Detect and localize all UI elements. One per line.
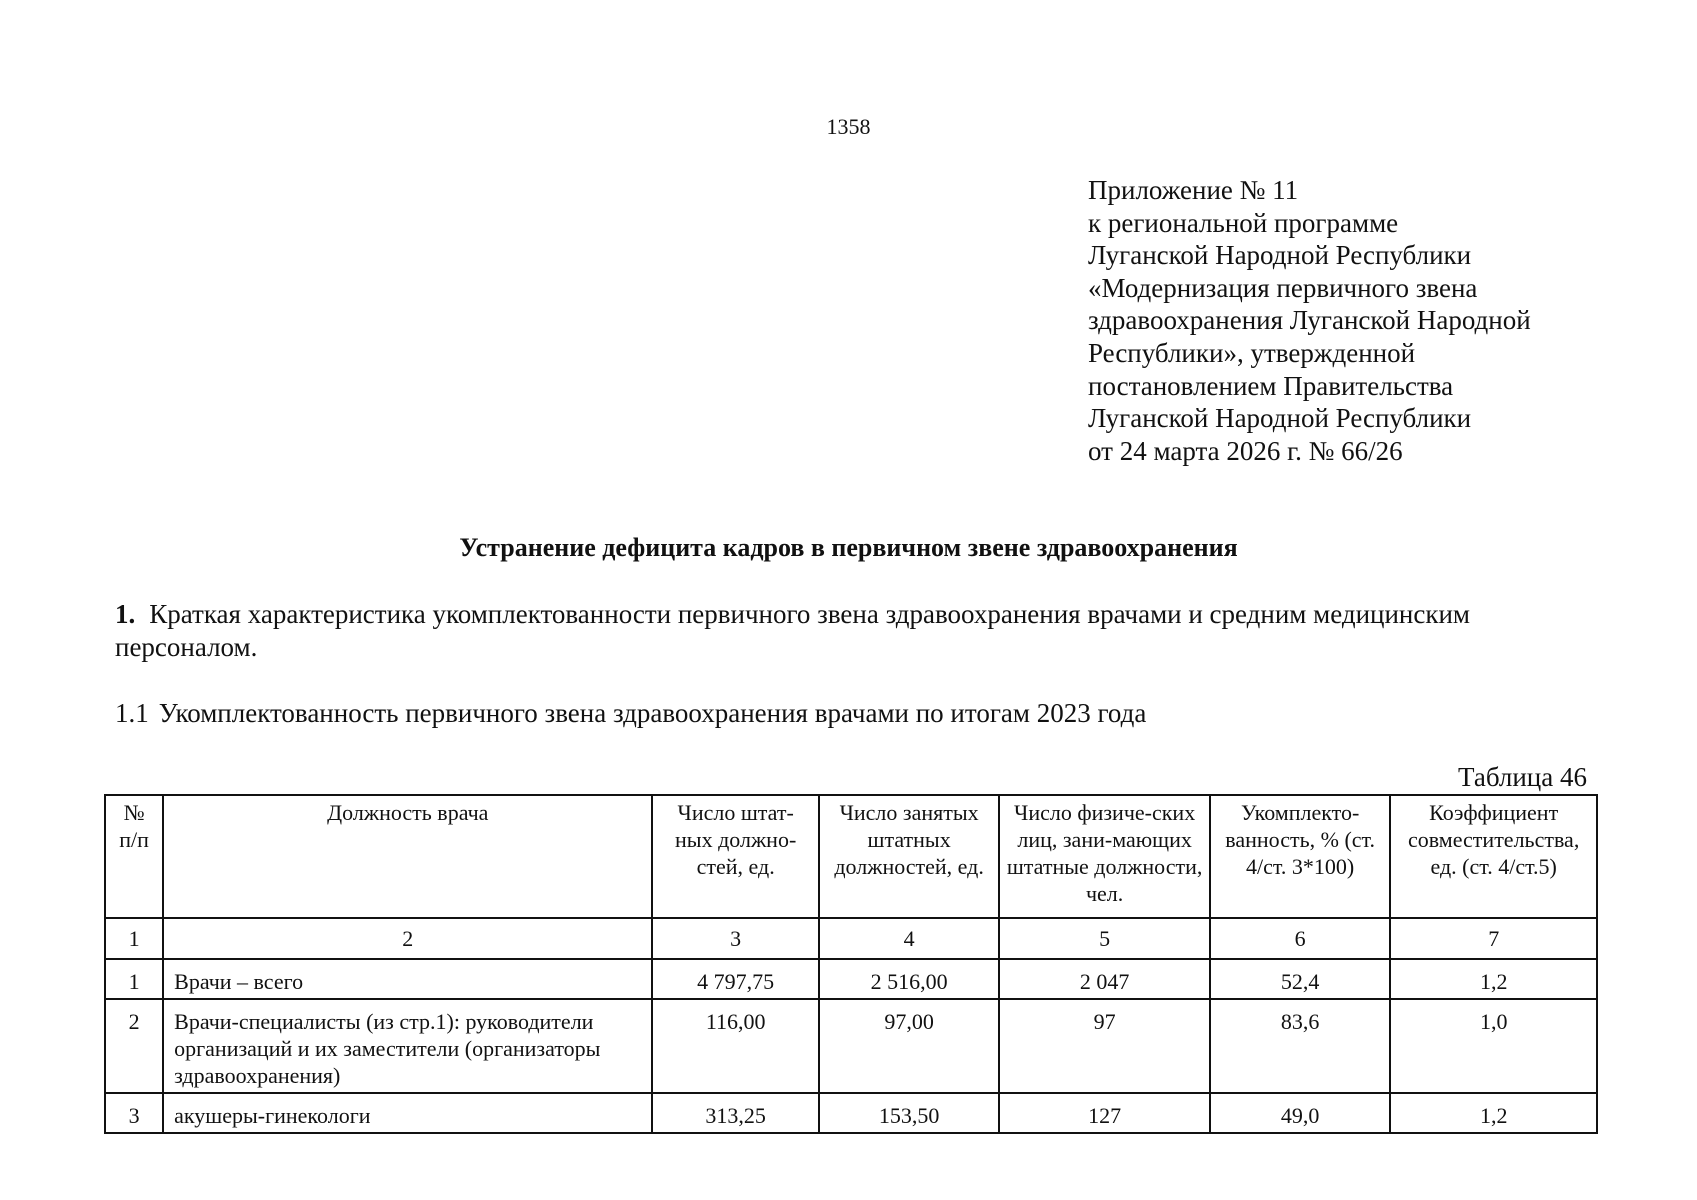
section-1-number: 1. [115,599,136,629]
value-cell: 2 047 [999,959,1210,999]
column-number-cell: 3 [652,918,818,959]
row-number-cell: 2 [105,999,163,1093]
value-cell: 49,0 [1210,1093,1390,1133]
position-cell: акушеры-гинекологи [163,1093,652,1133]
header-cell-combination-coefficient: Коэффициент совместительства, ед. (ст. 4/ст.5) [1390,795,1597,918]
header-cell-staff-positions: Число штат-ных должно-стей, ед. [652,795,818,918]
appendix-line: к региональной программе [1088,207,1399,238]
value-cell: 1,2 [1390,1093,1597,1133]
value-cell: 313,25 [652,1093,818,1133]
section-1-text: Краткая характеристика укомплектованности первичного звена здравоохранения врачами и средним медицинским персоналом. [115,599,1471,662]
position-cell: Врачи – всего [163,959,652,999]
section-1-1-heading [115,697,1146,730]
value-cell: 97,00 [819,999,999,1093]
header-cell-occupied-positions: Число занятых штатных должностей, ед. [819,795,999,918]
value-cell: 153,50 [819,1093,999,1133]
header-cell-individuals: Число физиче-ских лиц, зани-мающих штатные должности, чел. [999,795,1210,918]
appendix-line: Луганской Народной Республики [1088,403,1472,434]
header-cell-number: № п/п [105,795,163,918]
value-cell: 97 [999,999,1210,1093]
value-cell: 4 797,75 [652,959,818,999]
appendix-line: от 24 марта 2026 г. № 66/26 [1088,435,1403,466]
table-row [105,999,1597,1093]
appendix-line: Республики», утвержденной [1088,337,1416,368]
document-title: Устранение дефицита кадров в первичном звене здравоохранения [459,533,1238,562]
column-number-cell: 4 [819,918,999,959]
column-number-cell: 1 [105,918,163,959]
row-number-cell: 1 [105,959,163,999]
appendix-block [1088,174,1531,467]
appendix-line: «Модернизация первичного звена [1088,272,1478,303]
table-caption: Таблица 46 [1458,762,1587,792]
section-1-1-text: Укомплектованность первичного звена здравоохранения врачами по итогам 2023 года [158,698,1147,728]
page-number: 1358 [826,114,871,139]
value-cell: 1,0 [1390,999,1597,1093]
appendix-line: здравоохранения Луганской Народной [1088,305,1531,336]
table-header-row [105,795,1597,918]
table-row [105,959,1597,999]
column-number-cell: 6 [1210,918,1390,959]
section-1-1-number: 1.1 [115,698,149,728]
value-cell: 52,4 [1210,959,1390,999]
position-cell: Врачи-специалисты (из стр.1): руководители организаций и их заместители (организаторы здравоохранения) [163,999,652,1093]
value-cell: 1,2 [1390,959,1597,999]
column-number-cell: 5 [999,918,1210,959]
value-cell: 83,6 [1210,999,1390,1093]
staffing-table [104,794,1598,1134]
appendix-line: Приложение № 11 [1088,175,1299,205]
row-number-cell: 3 [105,1093,163,1133]
header-cell-position: Должность врача [163,795,652,918]
value-cell: 2 516,00 [819,959,999,999]
appendix-line: Луганской Народной Республики [1088,240,1472,271]
value-cell: 116,00 [652,999,818,1093]
column-number-row [105,918,1597,959]
value-cell: 127 [999,1093,1210,1133]
column-number-cell: 2 [163,918,652,959]
appendix-line: постановлением Правительства [1088,370,1454,401]
section-1-heading [115,598,1595,664]
table-row [105,1093,1597,1133]
column-number-cell: 7 [1390,918,1597,959]
header-cell-staffing-percent: Укомплекто-ванность, % (ст. 4/ст. 3*100) [1210,795,1390,918]
